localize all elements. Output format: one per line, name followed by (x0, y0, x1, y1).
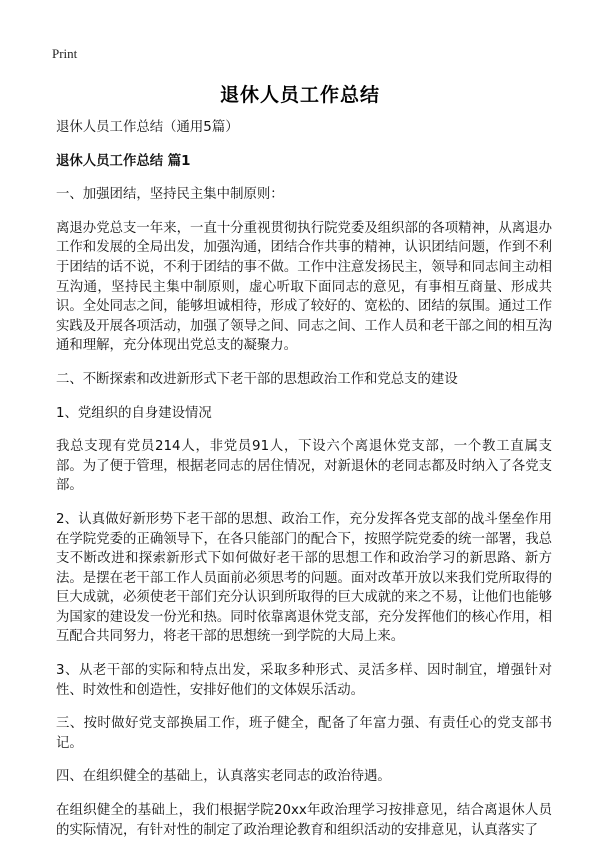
paragraph-branch-election: 三、按时做好党支部换届工作，班子健全，配备了年富力强、有责任心的党支部书记。 (56, 716, 552, 751)
document-body (56, 118, 552, 854)
paragraph-party-building: 1、党组织的自身建设情况 (56, 405, 212, 421)
page-title: 退休人员工作总结 (219, 84, 380, 106)
paragraph-principle: 一、加强团结，坚持民主集中制原则： (56, 187, 284, 203)
document-subtitle: 退休人员工作总结（通用5篇） (56, 120, 239, 135)
paragraph-political-treatment: 四、在组织健全的基础上，认真落实老同志的政治待遇。 (56, 769, 391, 785)
paragraph-unity: 离退办党总支一年来，一直十分重视贯彻执行院党委及组织部的各项精神，从离退办工作和发展的全局出发，加强沟通，团结合作共事的精神，认识团结问题，作到不利于团结的话不说，不利于团结的事不做。工作中注意发扬民主，领导和同志间主动相互沟通，坚持民主集中制原则，虚心听取下面同志的意见，有事相互商量、形成共识。全处同志之间，能够坦诚相待，形成了较好的、宽松的、团结的氛围。通过工作实践及开展各项活动，加强了领导之间、同志之间、工作人员和老干部之间的相互沟通和理解，充分体现出党总支的凝聚力。 (56, 220, 552, 354)
print-label: Print (52, 46, 78, 61)
paragraph-organization: 在组织健全的基础上，我们根据学院20xx年政治理学习按排意见，结合离退休人员的实际情况，有针对性的制定了政治理论教育和组织活动的安排意见，认真落实了 (56, 803, 552, 838)
paragraph-activities: 3、从老干部的实际和特点出发，采取多种形式、灵活多样、因时制宜，增强针对性、时效性和创造性，安排好他们的文体娱乐活动。 (56, 663, 552, 698)
paragraph-political-work: 2、认真做好新形势下老干部的思想、政治工作，充分发挥各党支部的战斗堡垒作用在学院党委的正确领导下，在各只能部门的配合下，按照学院党委的统一部署，我总支不断改进和探索新形式下如何做好老干部的思想工作和政治学习的新思路、新方法。是摆在老干部工作人员面前必须思考的问题。面对改革开放以来我们党所取得的巨大成就，必须使老干部们充分认识到所取得的巨大成就的来之不易，让他们也能够为国家的建设发一份光和热。同时依靠离退休党支部，充分发挥他们的核心作用，相互配合共同努力，将老干部的思想统一到学院的大局上来。 (56, 511, 552, 645)
paragraph-members: 我总支现有党员214人，非党员91人，下设六个离退休党支部，一个教工直属支部。为了便于管理，根据老同志的居住情况，对新退休的老同志都及时纳入了各党支部。 (56, 439, 552, 494)
paragraph-section-two: 二、不断探索和改进新形式下老干部的思想政治工作和党总支的建设 (56, 371, 458, 387)
section-heading: 退休人员工作总结 篇1 (56, 153, 191, 169)
